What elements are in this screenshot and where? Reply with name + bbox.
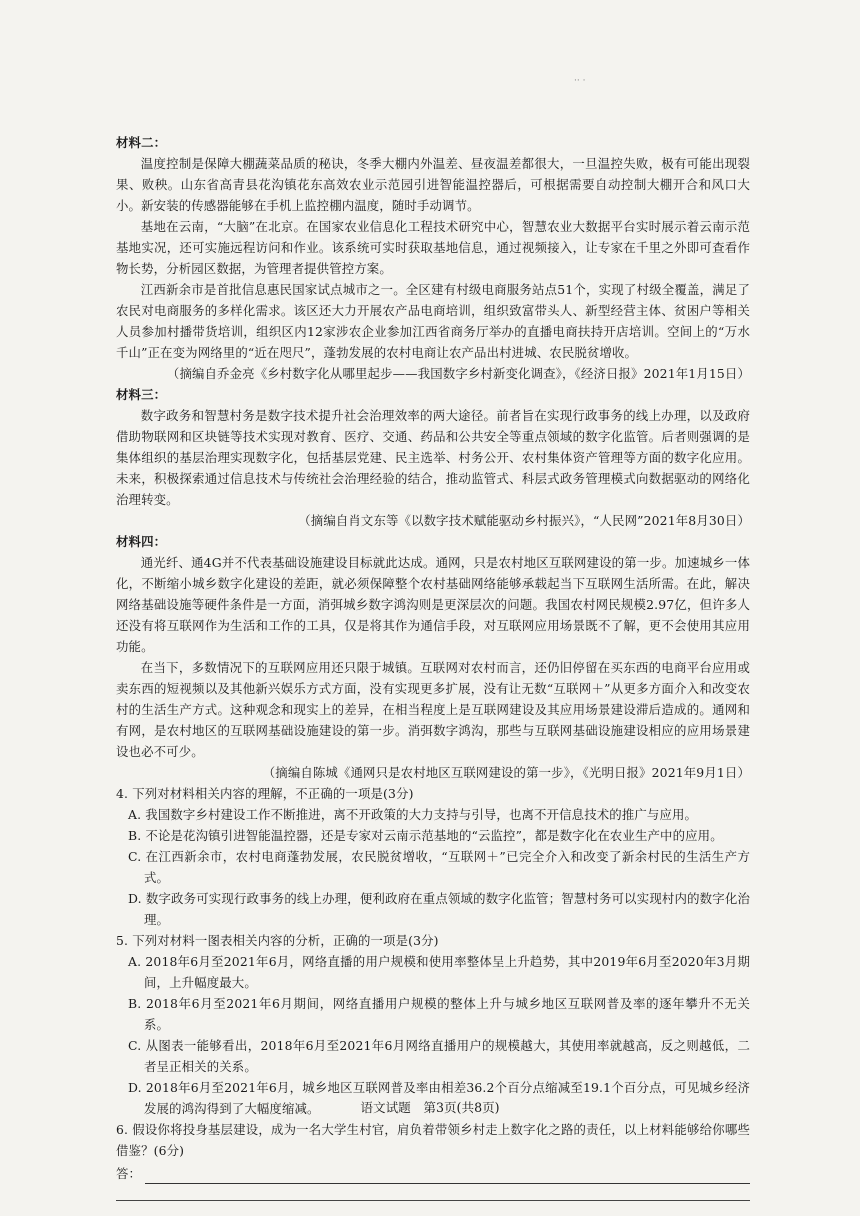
question-4-option-d: D. 数字政务可实现行政事务的线上办理，便利政府在重点领域的数字化监管；智慧村务可以实现村内的数字化治理。 <box>128 891 750 927</box>
material2-heading: 材料二： <box>116 135 167 150</box>
material4-heading: 材料四： <box>116 534 167 549</box>
question-5-stem: 5. 下列对材料一图表相关内容的分析，正确的一项是(3分) <box>116 933 439 948</box>
material4-paragraph-1: 通光纤、通4G并不代表基础设施建设目标就此达成。通网，只是农村地区互联网建设的第一步。加速城乡一体化，不断缩小城乡数字化建设的差距，就必须保障整个农村基础网络能够承载起当下互联网生活所需。在此，解决网络基础设施等硬件条件是一方面，消弭城乡数字鸿沟则是更深层次的问题。我国农村网民规模2.97亿，但许多人还没有将互联网作为生活和工作的工具，仅是将其作为通信手段，对互联网应用场景既不了解，更不会使用其应用功能。 <box>116 555 750 654</box>
question-5-option-d: D. 2018年6月至2021年6月，城乡地区互联网普及率由相差36.2个百分点缩减至19.1个百分点，可见城乡经济发展的鸿沟得到了大幅度缩减。 <box>128 1080 750 1116</box>
answer-line-2[interactable] <box>116 1200 750 1201</box>
answer-row <box>116 1163 750 1184</box>
question-4-option-b: B. 不论是花沟镇引进智能温控器，还是专家对云南示范基地的“云监控”，都是数字化在农业生产中的应用。 <box>128 828 723 843</box>
question-4-option-a: A. 我国数字乡村建设工作不断推进，离不开政策的大力支持与引导，也离不开信息技术的推广与应用。 <box>128 807 698 822</box>
material4-source: （摘编自陈城《通网只是农村地区互联网建设的第一步》，《光明日报》2021年9月1日） <box>262 765 750 780</box>
question-4-stem: 4. 下列对材料相关内容的理解，不正确的一项是(3分) <box>116 786 414 801</box>
material2-source: （摘编自乔金亮《乡村数字化从哪里起步——我国数字乡村新变化调查》，《经济日报》2021年1月15日） <box>166 366 750 381</box>
question-6-stem: 6. 假设你将投身基层建设，成为一名大学生村官，肩负着带领乡村走上数字化之路的责任，以上材料能够给你哪些借鉴？(6分) <box>116 1122 750 1158</box>
question-5-option-c: C. 从图表一能够看出，2018年6月至2021年6月网络直播用户的规模越大，其使用率就越高，反之则越低，二者呈正相关的关系。 <box>128 1038 750 1074</box>
answer-line[interactable] <box>145 1169 750 1184</box>
material4-paragraph-2: 在当下，多数情况下的互联网应用还只限于城镇。互联网对农村而言，还仍旧停留在买东西的电商平台应用或卖东西的短视频以及其他新兴娱乐方式方面，没有实现更多扩展，没有让无数“互联网＋”从更多方面介入和改变农村的生活生产方式。这种观念和现实上的差异，在相当程度上是互联网建设及其应用场景建设滞后造成的。通网和有网，是农村地区的互联网基础设施建设的第一步。消弭数字鸿沟，那些与互联网基础设施建设相应的应用场景建设也必不可少。 <box>116 660 750 759</box>
page-footer: 语文试题 第3页(共8页) <box>360 1100 500 1115</box>
material3-paragraph-1: 数字政务和智慧村务是数字技术提升社会治理效率的两大途径。前者旨在实现行政事务的线上办理，以及政府借助物联网和区块链等技术实现对教育、医疗、交通、药品和公共安全等重点领域的数字化监管。后者则强调的是集体组织的基层治理实现数字化，包括基层党建、民主选举、村务公开、农村集体资产管理等方面的数字化应用。未来，积极探索通过信息技术与传统社会治理经验的结合，推动监管式、科层式政务管理模式向数据驱动的网络化治理转变。 <box>116 408 750 507</box>
question-4-option-c: C. 在江西新余市，农村电商蓬勃发展，农民脱贫增收，“互联网＋”已完全介入和改变了新余村民的生活生产方式。 <box>128 849 750 885</box>
material2-paragraph-3: 江西新余市是首批信息惠民国家试点城市之一。全区建有村级电商服务站点51个，实现了村级全覆盖，满足了农民对电商服务的多样化需求。该区还大力开展农产品电商培训，组织致富带头人、新型经营主体、贫困户等相关人员参加村播带货培训，组织区内12家涉农企业参加江西省商务厅举办的直播电商扶持开店培训。空间上的“万水千山”正在变为网络里的“近在咫尺”，蓬勃发展的农村电商让农产品出村进城、农民脱贫增收。 <box>116 282 751 360</box>
answer-label: 答： <box>116 1166 142 1181</box>
page-content <box>116 132 750 1201</box>
question-5-option-a: A. 2018年6月至2021年6月，网络直播的用户规模和使用率整体呈上升趋势，其中2019年6月至2020年3月期间，上升幅度最大。 <box>128 954 750 990</box>
material2-paragraph-1: 温度控制是保障大棚蔬菜品质的秘诀，冬季大棚内外温差、昼夜温差都很大，一旦温控失败，极有可能出现裂果、败秧。山东省高青县花沟镇花东高效农业示范园引进智能温控器后，可根据需要自动控制大棚开合和风口大小。新安装的传感器能够在手机上监控棚内温度，随时手动调节。 <box>116 156 750 213</box>
material3-source: （摘编自肖文东等《以数字技术赋能驱动乡村振兴》，“人民网”2021年8月30日） <box>298 513 750 528</box>
material3-heading: 材料三： <box>116 387 167 402</box>
material2-paragraph-2: 基地在云南，“大脑”在北京。在国家农业信息化工程技术研究中心，智慧农业大数据平台实时展示着云南示范基地实况，还可实施远程访问和作业。该系统可实时获取基地信息，通过视频接入，让专家在千里之外即可查看作物长势，分析园区数据，为管理者提供管控方案。 <box>116 219 750 276</box>
scan-mark: ·· · <box>574 76 586 86</box>
question-5-option-b: B. 2018年6月至2021年6月期间，网络直播用户规模的整体上升与城乡地区互联网普及率的逐年攀升不无关系。 <box>128 996 750 1032</box>
